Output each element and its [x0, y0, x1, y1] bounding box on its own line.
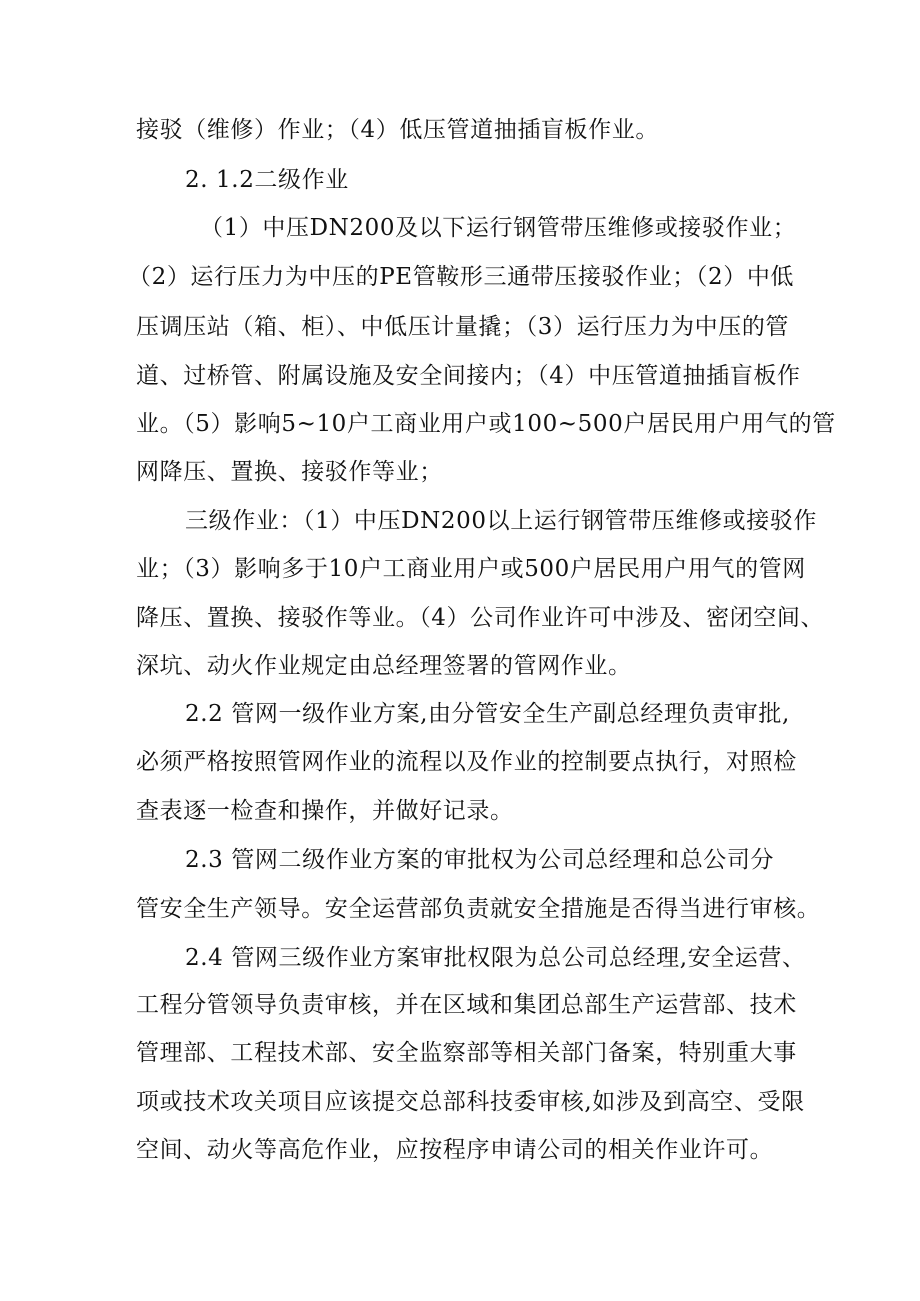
text-line: 2.4 管网三级作业方案审批权限为总公司总经理,安全运营、 [185, 945, 806, 971]
section-heading: 2. 1.2二级作业 [185, 167, 349, 193]
text-line: 网降压、置换、接驳作等业； [136, 459, 443, 485]
text-line: 必须严格按照管网作业的流程以及作业的控制要点执行，对照检 [136, 749, 797, 775]
text-line: 深坑、动火作业规定由总经理签署的管网作业。 [136, 653, 632, 679]
text-line: 查表逐一检查和操作，并做好记录。 [136, 798, 514, 824]
text-line: 项或技术攻关项目应该提交总部科技委审核,如涉及到高空、受限 [136, 1089, 805, 1115]
text-line: 业；（3）影响多于10户工商业用户或500户居民用户用气的管网 [136, 556, 806, 582]
text-line: 2.3 管网二级作业方案的审批权为公司总经理和总公司分 [185, 847, 775, 873]
text-line: 道、过桥管、附属设施及安全间接内；（4）中压管道抽插盲板作 [136, 363, 801, 389]
text-line: 降压、置换、接驳作等业。（4）公司作业许可中涉及、密闭空间、 [136, 605, 825, 631]
text-line: 2.2 管网一级作业方案,由分管安全生产副总经理负责审批, [185, 701, 790, 727]
text-line: 空间、动火等高危作业，应按程序申请公司的相关作业许可。 [136, 1137, 774, 1163]
text-line: 管安全生产领导。安全运营部负责就安全措施是否得当进行审核。 [136, 896, 821, 922]
text-line: （1）中压DN200及以下运行钢管带压维修或接驳作业； [200, 215, 797, 241]
text-line: 接驳（维修）作业；（4）低压管道抽插盲板作业。 [136, 117, 659, 143]
text-line: 管理部、工程技术部、安全监察部等相关部门备案，特别重大事 [136, 1040, 797, 1066]
text-line: （2）运行压力为中压的PE管鞍形三通带压接驳作业；（2）中低 [128, 264, 795, 290]
text-line: 三级作业：（1）中压DN200以上运行钢管带压维修或接驳作 [185, 508, 817, 534]
text-line: 压调压站（箱、柜）、中低压计量撬；（3）运行压力为中压的管 [136, 314, 790, 340]
text-line: 工程分管领导负责审核，并在区域和集团总部生产运营部、技术 [136, 992, 797, 1018]
text-line: 业。（5）影响5~10户工商业用户或100~500户居民用户用气的管 [136, 411, 836, 437]
